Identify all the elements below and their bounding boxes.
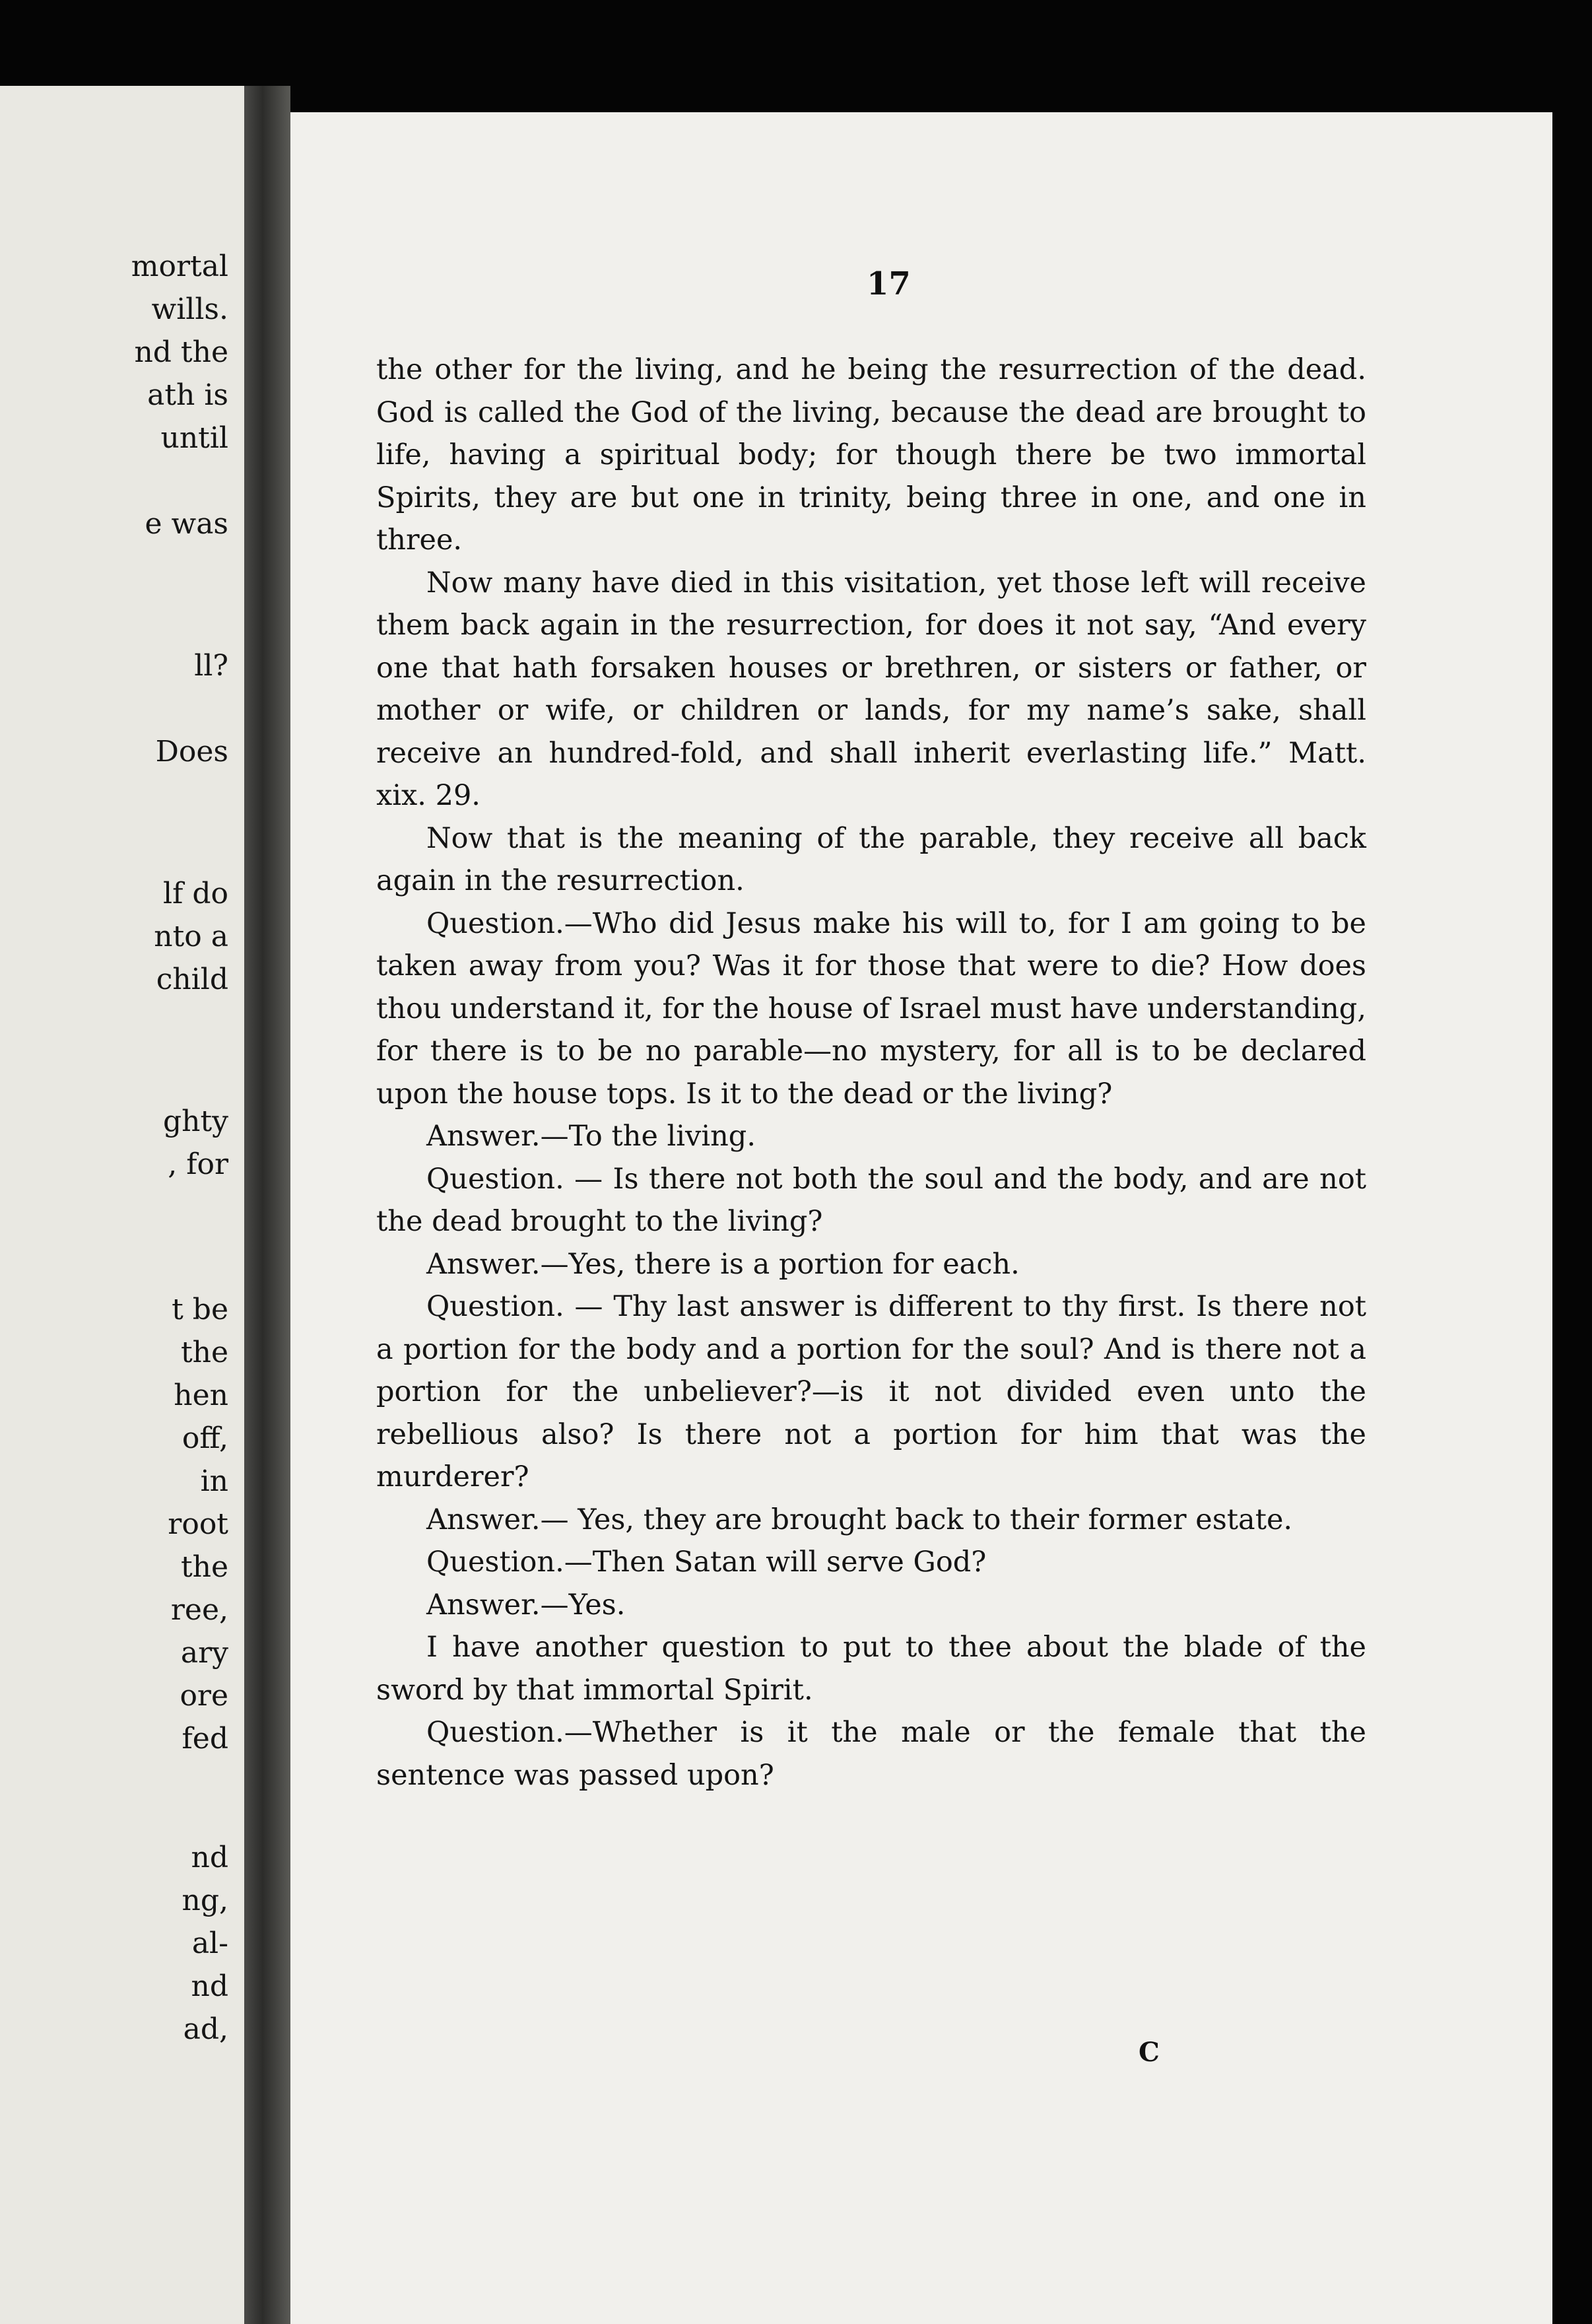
paragraph: Answer.—Yes.: [426, 1588, 626, 1622]
left-page-line: ad,: [183, 2012, 228, 2046]
left-page-line: nto a: [154, 920, 228, 953]
right-page: [290, 112, 1552, 2324]
paragraph: the other for the living, and he being the resurrection of the dead. God is called the God of the living, because the dead are brought to life, having a spiritual body; for though there be two immortal Spirits, they are but one in trinity, being three in one, and one in three.: [376, 353, 1366, 557]
signature-mark: C: [1139, 2037, 1160, 2068]
left-page-line: until: [160, 421, 228, 455]
paragraph: Question.—Who did Jesus make his will to, for I am going to be taken away from you? Was it for those that were to die? How does thou understand it, for the house of Israel must have understanding, for there is to be no parable—no mystery, for all is to be declared upon the house tops. Is it to the dead or the living?: [376, 906, 1366, 1111]
paragraph: Question.—Whether is it the male or the female that the sentence was passed upon?: [376, 1716, 1366, 1792]
left-page-line: fed: [182, 1722, 228, 1756]
paragraph: Question.—Then Satan will serve God?: [426, 1546, 987, 1579]
paragraph: Now that is the meaning of the parable, they receive all back again in the resurrection.: [376, 821, 1366, 897]
left-page-line: Does: [155, 735, 228, 769]
left-page-line: ary: [180, 1636, 228, 1670]
left-page-line: ree,: [170, 1593, 228, 1627]
left-page-line: child: [156, 963, 228, 996]
left-page-line: nd the: [134, 335, 228, 369]
left-page-line: t be: [172, 1293, 228, 1326]
page-number: 17: [867, 265, 911, 302]
book-gutter: [244, 86, 290, 2324]
left-page-line: the: [180, 1550, 228, 1584]
paragraph: I have another question to put to thee about the blade of the sword by that immortal Spirit.: [376, 1631, 1366, 1707]
left-page-line: al-: [191, 1927, 228, 1960]
left-page-line: off,: [182, 1421, 228, 1455]
left-page-line: ore: [180, 1679, 228, 1713]
left-page-line: hen: [174, 1379, 228, 1412]
left-page-line: nd: [191, 1841, 228, 1874]
paragraph: Answer.—Yes, there is a portion for each.: [426, 1247, 1020, 1281]
left-page-line: e was: [145, 507, 228, 541]
left-page-line: mortal: [131, 250, 228, 283]
left-page-line: root: [168, 1507, 228, 1541]
left-page-line: lf do: [163, 877, 228, 910]
left-page-line: , for: [168, 1147, 228, 1181]
left-page-line: ath is: [147, 378, 228, 412]
left-page-line: wills.: [151, 292, 228, 326]
left-page-line: in: [200, 1464, 228, 1498]
left-page-line: ll?: [194, 649, 228, 683]
left-page-fragment: [0, 86, 244, 2324]
left-page-line: ghty: [162, 1105, 228, 1138]
page-body: [376, 349, 1366, 1796]
paragraph: Answer.— Yes, they are brought back to their former estate.: [426, 1503, 1293, 1536]
paragraph: Question. — Thy last answer is different to thy first. Is there not a portion for the body and a portion for the soul? And is there not a portion for the unbeliever?—is it not divided even unto the rebellious also? Is there not a portion for him that was the murderer?: [376, 1290, 1366, 1493]
paragraph: Answer.—To the living.: [426, 1120, 756, 1153]
paragraph: Question. — Is there not both the soul and the body, and are not the dead brought to the living?: [376, 1162, 1366, 1238]
left-page-line: nd: [191, 1969, 228, 2003]
paragraph: Now many have died in this visitation, yet those left will receive them back again in the resurrection, for does it not say, “And every one that hath forsaken houses or brethren, or sisters or father, or mother or wife, or children or lands, for my name’s sake, shall receive an hundred-fold, and shall inherit everlasting life.” Matt. xix. 29.: [376, 566, 1366, 812]
left-page-line: the: [180, 1336, 228, 1369]
left-page-line: ng,: [182, 1884, 228, 1917]
